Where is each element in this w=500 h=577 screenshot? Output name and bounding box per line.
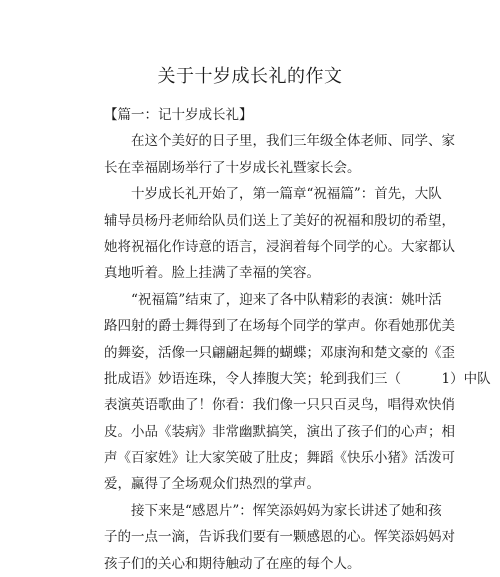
document-body: [104, 102, 491, 577]
text-line: 辅导员杨丹老师给队员们送上了美好的祝福和殷切的希望，: [104, 212, 455, 229]
text-line: 皮。小品《装病》非常幽默搞笑，演出了孩子们的心声；相: [104, 423, 455, 440]
text-line: 真地听着。脸上挂满了幸福的笑容。: [104, 265, 320, 282]
document-title: 关于十岁成长礼的作文: [157, 66, 343, 87]
text-line: 她将祝福化作诗意的语言，浸润着每个同学的心。大家都认: [104, 238, 455, 255]
text-line: 子的一点一滴，告诉我们要有一颗感恩的心。恽笑添妈妈对: [104, 529, 455, 546]
text-line: 孩子们的关心和期待触动了在座的每个人。: [104, 555, 361, 572]
text-line: 路四射的爵士舞得到了在场每个同学的掌声。你看她那优美: [104, 318, 455, 335]
text-line: 长在幸福剧场举行了十岁成长礼暨家长会。: [104, 159, 361, 176]
text-line: 爱，赢得了全场观众们热烈的掌声。: [104, 476, 320, 493]
text-line: “祝福篇”结束了，迎来了各中队精彩的表演：姚叶活: [131, 291, 442, 308]
text-line: 接下来是“感恩片”：恽笑添妈妈为家长讲述了她和孩: [131, 502, 442, 519]
text-line: 表演英语歌曲了！你看：我们像一只只百灵鸟，唱得欢快俏: [104, 397, 455, 414]
text-line: 在这个美好的日子里，我们三年级全体老师、同学、家: [131, 133, 455, 150]
text-line: 十岁成长礼开始了，第一篇章“祝福篇”：首先，大队: [131, 186, 442, 203]
text-line: 声《百家姓》让大家笑破了肚皮；舞蹈《快乐小猪》活泼可: [104, 450, 455, 467]
section-heading: 【篇一：记十岁成长礼】: [104, 107, 253, 123]
text-line: 的舞姿，活像一只翩翩起舞的蝴蝶；邓康洵和楚文豪的《歪: [104, 344, 455, 361]
text-line: 批成语》妙语连珠，令人捧腹大笑；轮到我们三（ 1）中队: [104, 370, 491, 387]
